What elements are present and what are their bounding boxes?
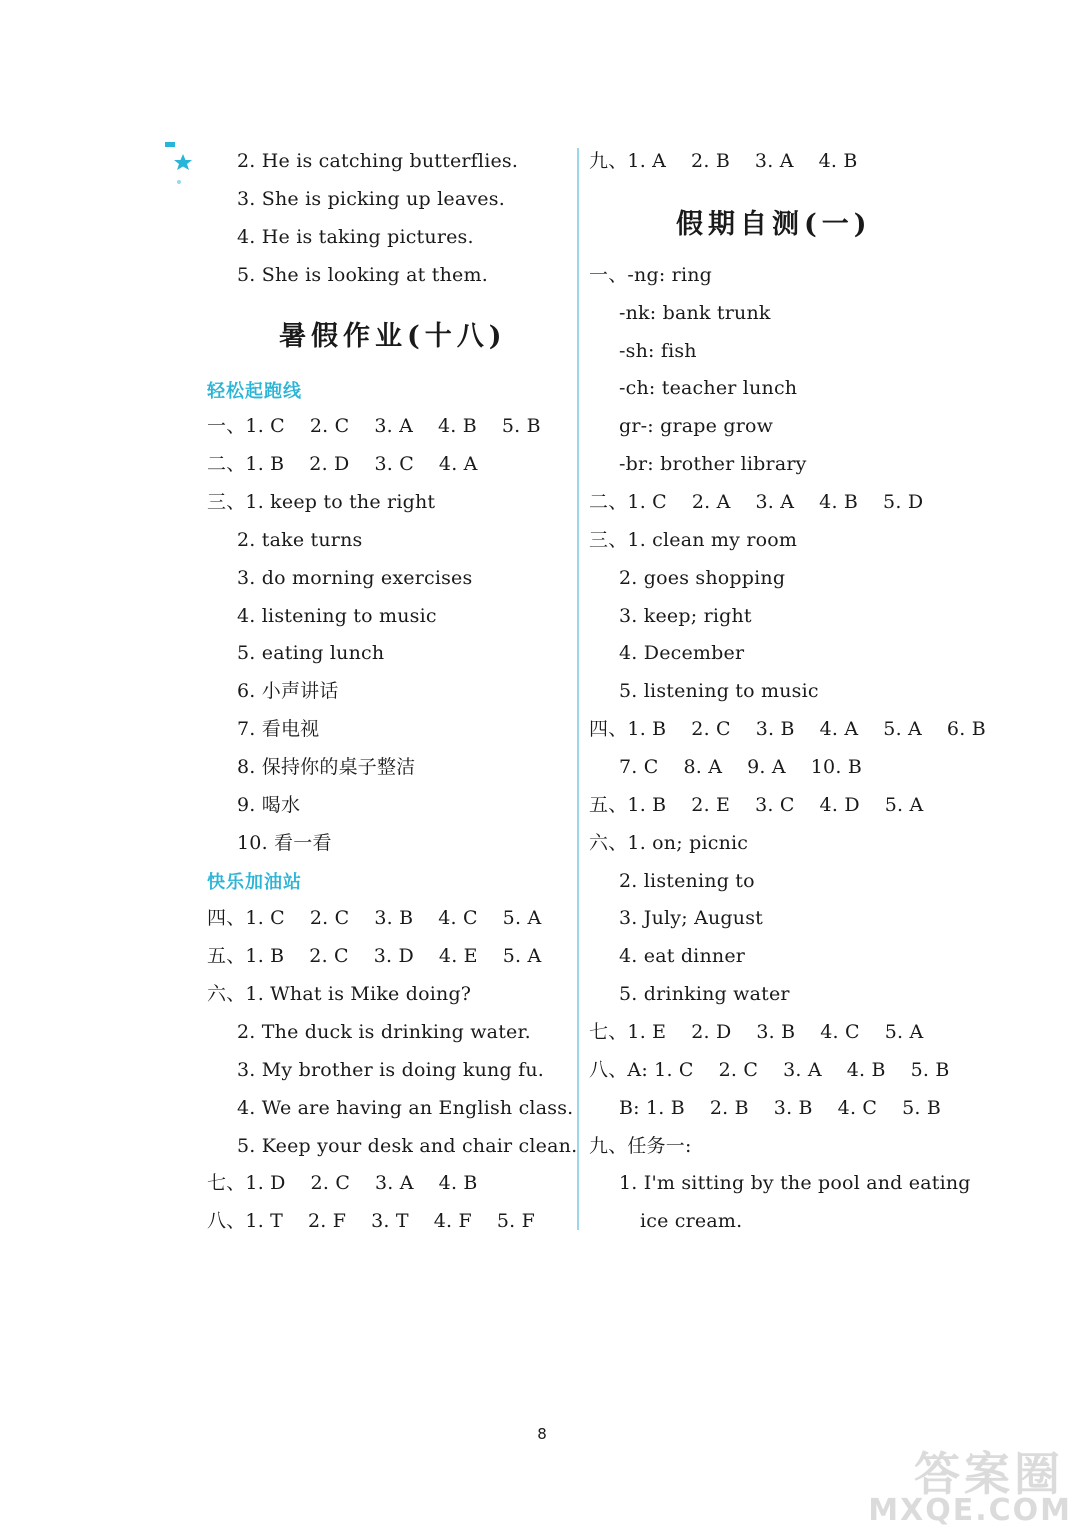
answer-line: 九、1. A 2. B 3. A 4. B bbox=[589, 150, 858, 172]
answer-line: 八、A: 1. C 2. C 3. A 4. B 5. B bbox=[589, 1059, 950, 1081]
answer-line: 4. He is taking pictures. bbox=[237, 226, 474, 248]
answer-line: 八、1. T 2. F 3. T 4. F 5. F bbox=[207, 1210, 535, 1232]
answer-line: 3. July; August bbox=[619, 907, 764, 929]
answer-line: 5. She is looking at them. bbox=[237, 264, 488, 286]
answer-line: 五、1. B 2. E 3. C 4. D 5. A bbox=[589, 794, 924, 816]
answer-line: -br: brother library bbox=[619, 453, 807, 475]
answer-line: 10. 看一看 bbox=[237, 832, 332, 854]
answer-line: 六、1. What is Mike doing? bbox=[207, 983, 472, 1005]
section-heading: 暑假作业(十八) bbox=[279, 321, 507, 352]
answer-line: 4. eat dinner bbox=[619, 945, 746, 967]
answer-line: 2. take turns bbox=[237, 529, 363, 551]
column-divider bbox=[577, 148, 579, 1230]
answer-line: 4. listening to music bbox=[237, 605, 437, 627]
answer-line: 9. 喝水 bbox=[237, 794, 301, 816]
answer-line: ice cream. bbox=[640, 1210, 743, 1232]
answer-line: 2. The duck is drinking water. bbox=[237, 1021, 531, 1043]
answer-line: 3. do morning exercises bbox=[237, 567, 473, 589]
answer-line: 2. goes shopping bbox=[619, 567, 786, 589]
answer-line: 四、1. B 2. C 3. B 4. A 5. A 6. B bbox=[589, 718, 986, 740]
answer-line: 5. drinking water bbox=[619, 983, 790, 1005]
answer-line: 2. listening to bbox=[619, 870, 755, 892]
answer-line: 5. Keep your desk and chair clean. bbox=[237, 1135, 578, 1157]
answer-line: 7. C 8. A 9. A 10. B bbox=[619, 756, 862, 778]
answer-line: 2. He is catching butterflies. bbox=[237, 150, 519, 172]
watermark-top: 答案圈 bbox=[914, 1447, 1064, 1501]
answer-line: 4. We are having an English class. bbox=[237, 1097, 574, 1119]
page-number: 8 bbox=[537, 1425, 547, 1443]
answer-line: 三、1. clean my room bbox=[589, 529, 798, 551]
answer-line: 一、1. C 2. C 3. A 4. B 5. B bbox=[207, 415, 541, 437]
answer-line: 5. eating lunch bbox=[237, 642, 385, 664]
section-heading: 假期自测(一) bbox=[676, 209, 872, 240]
answer-line: 1. I'm sitting by the pool and eating bbox=[619, 1172, 971, 1194]
answer-line: 二、1. B 2. D 3. C 4. A bbox=[207, 453, 478, 475]
answer-line: 七、1. E 2. D 3. B 4. C 5. A bbox=[589, 1021, 924, 1043]
answer-line: 3. keep; right bbox=[619, 605, 752, 627]
answer-line: 九、任务一: bbox=[589, 1135, 692, 1157]
answer-line: gr-: grape grow bbox=[619, 415, 774, 437]
answer-line: B: 1. B 2. B 3. B 4. C 5. B bbox=[619, 1097, 942, 1119]
answer-line: -nk: bank trunk bbox=[619, 302, 771, 324]
answer-line: 五、1. B 2. C 3. D 4. E 5. A bbox=[207, 945, 542, 967]
answer-line: -sh: fish bbox=[619, 340, 697, 362]
answer-line: 六、1. on; picnic bbox=[589, 832, 749, 854]
answer-line: 一、-ng: ring bbox=[589, 264, 713, 286]
answer-line: 4. December bbox=[619, 642, 745, 664]
answer-line: 四、1. C 2. C 3. B 4. C 5. A bbox=[207, 907, 542, 929]
answer-line: 二、1. C 2. A 3. A 4. B 5. D bbox=[589, 491, 924, 513]
answer-line: 6. 小声讲话 bbox=[237, 680, 339, 702]
answer-line: 三、1. keep to the right bbox=[207, 491, 436, 513]
watermark-bottom: MXQE.COM bbox=[868, 1493, 1072, 1528]
subsection-title: 快乐加油站 bbox=[207, 872, 302, 893]
answer-line: 5. listening to music bbox=[619, 680, 819, 702]
answer-line: 七、1. D 2. C 3. A 4. B bbox=[207, 1172, 478, 1194]
answer-line: 3. She is picking up leaves. bbox=[237, 188, 505, 210]
answer-line: 3. My brother is doing kung fu. bbox=[237, 1059, 544, 1081]
star-decoration-icon bbox=[163, 140, 193, 194]
answer-line: -ch: teacher lunch bbox=[619, 377, 798, 399]
subsection-title: 轻松起跑线 bbox=[207, 381, 302, 402]
answer-line: 8. 保持你的桌子整洁 bbox=[237, 756, 416, 778]
answer-line: 7. 看电视 bbox=[237, 718, 320, 740]
watermark-logo bbox=[868, 1438, 1072, 1528]
